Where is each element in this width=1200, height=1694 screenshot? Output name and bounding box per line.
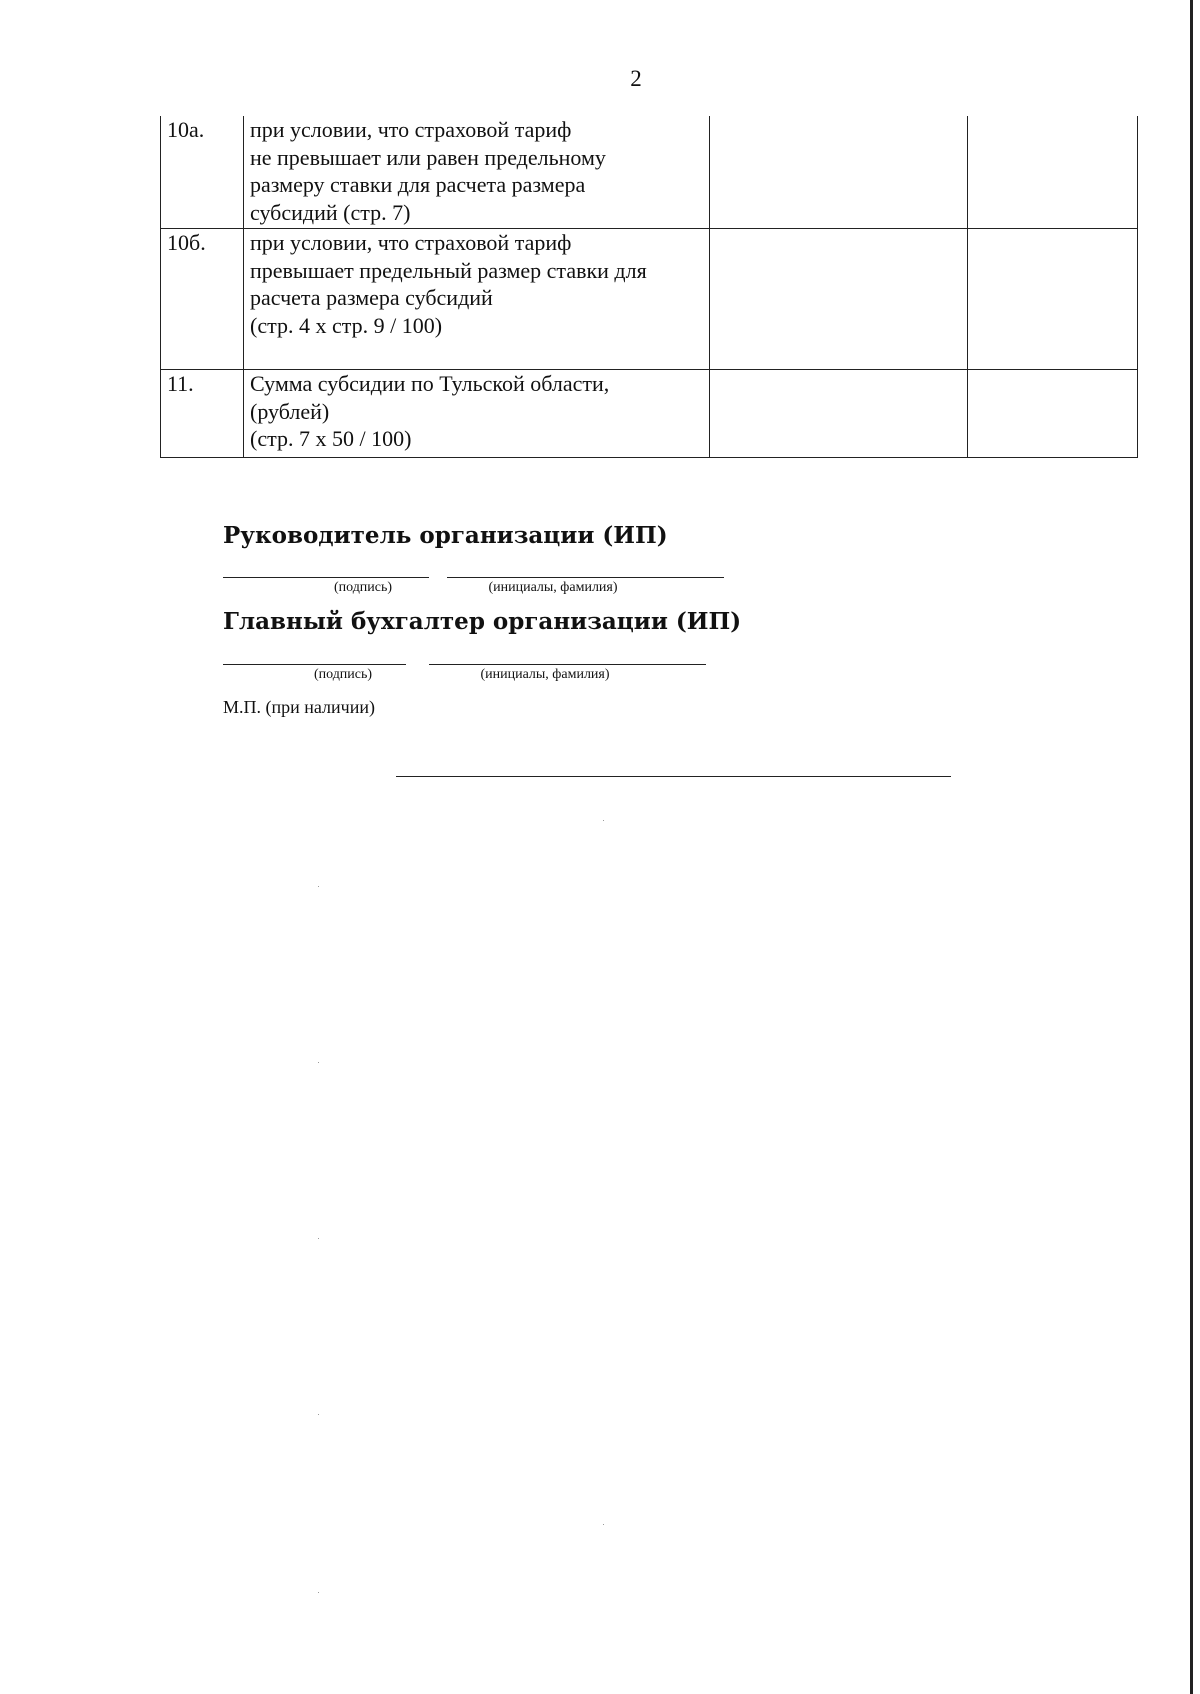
description-line: Сумма субсидии по Тульской области, [250,371,610,396]
table-row [161,370,1138,458]
value-cell-1 [710,229,968,370]
row-description [244,370,710,458]
calculation-table [160,116,1138,458]
table-row [161,116,1138,229]
row-number: 10б. [161,229,244,370]
row-description [244,116,710,229]
scan-speck [318,1592,319,1593]
row-number: 10а. [161,116,244,229]
scan-speck [318,1414,319,1415]
head-name-line [447,577,724,578]
description-line: (рублей) [250,398,330,424]
scan-speck [318,1062,319,1063]
scan-speck [603,820,604,821]
description-line: (стр. 4 х стр. 9 / 100) [250,312,443,338]
description-line: не превышает или равен предельному [250,144,606,170]
value-cell-1 [710,370,968,458]
accountant-signature-caption: (подпись) [313,667,373,682]
value-cell-2 [968,116,1138,229]
accountant-signature-line [223,664,406,665]
page-number: 2 [630,66,642,91]
head-signature-title: Руководитель организации (ИП) [223,522,668,549]
accountant-name-caption: (инициалы, фамилия) [480,667,610,682]
description-line: (стр. 7 х 50 / 100) [250,426,412,451]
description-line: расчета размера субсидий [250,285,493,310]
accountant-name-line [429,664,706,665]
scan-speck [318,1238,319,1239]
description-line: субсидий (стр. 7) [250,199,411,225]
value-cell-2 [968,370,1138,458]
description-line: превышает предельный размер ставки для [250,257,647,283]
stamp-note: М.П. (при наличии) [223,697,375,717]
head-signature-caption: (подпись) [333,580,393,595]
scan-speck [318,886,319,887]
value-cell-2 [968,229,1138,370]
table-row [161,229,1138,370]
document-end-line [396,776,951,777]
accountant-signature-title: Главный бухгалтер организации (ИП) [223,608,742,635]
description-line: при условии, что страховой тариф [250,230,572,255]
description-line: размеру ставки для расчета размера [250,172,586,197]
row-description [244,229,710,370]
description-line: при условии, что страховой тариф [250,117,572,142]
scan-speck [603,1524,604,1525]
scan-page-edge [1190,0,1193,1694]
head-signature-line [223,577,429,578]
row-number: 11. [161,370,244,458]
head-name-caption: (инициалы, фамилия) [488,580,618,595]
value-cell-1 [710,116,968,229]
